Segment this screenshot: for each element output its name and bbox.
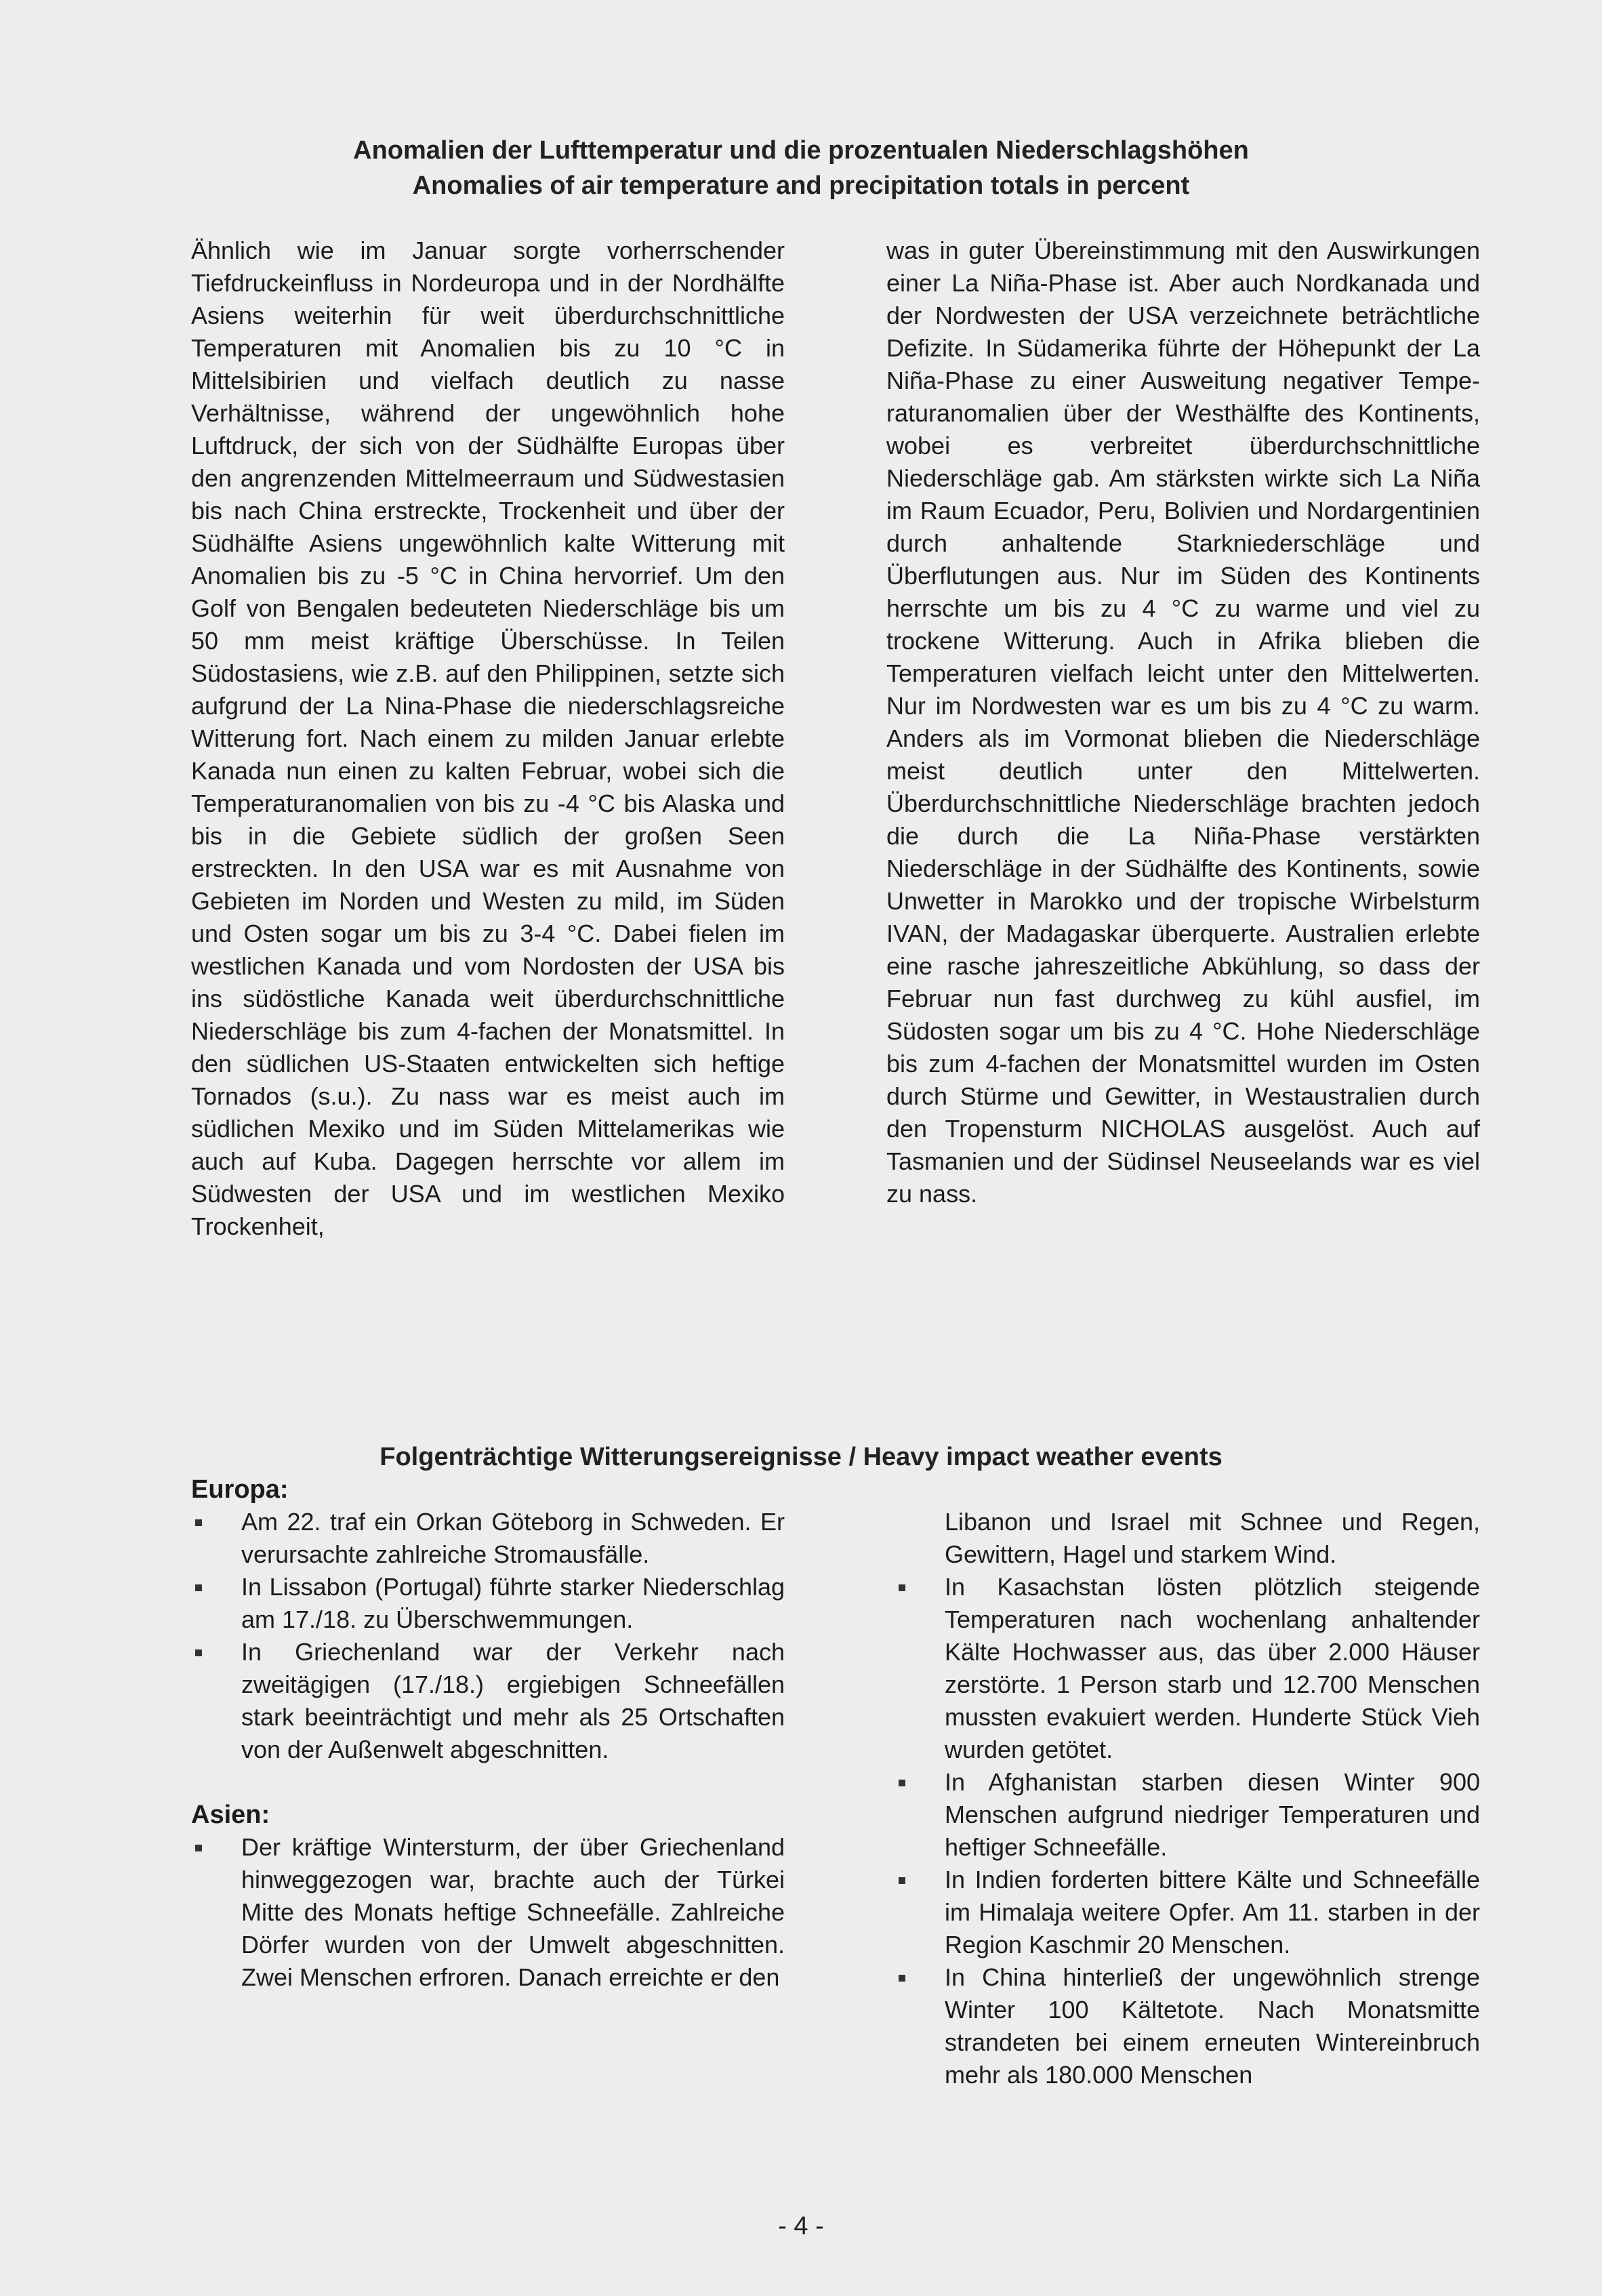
paragraph-right: was in guter Übereinstimmung mit den Auswirkungen einer La Niña-Phase ist. Aber auch Nordkanada und der Nordwesten der USA verzeichnete beträchtliche Defizite. In Südamerika führte der Höhepunkt der La Niña-Phase zu einer Ausweitung negativer Temperaturanomalien über der Westhälfte des Kontinents, wobei es verbreitet überdurchschnittliche Niederschläge gab. Am stärksten wirkte sich La Niña im Raum Ecuador, Peru, Bolivien und Nordargentinien durch anhaltende Starkniederschläge und Überflutungen aus. Nur im Süden des Kontinents herrschte um bis zu 4 °C zu warme und viel zu trockene Witterung. Auch in Afrika blieben die Temperaturen vielfach leicht unter den Mittelwerten. Nur im Nordwesten war es um bis zu 4 °C zu warm. Anders als im Vormonat blieben die Niederschläge meist deutlich unter den Mittelwerten. Überdurchschnittliche Niederschläge brachten jedoch die durch die La Niña-Phase verstärkten Niederschläge in der Südhälfte des Kontinents, sowie Unwetter in Marokko und der tropische Wirbelsturm IVAN, der Madagaskar überquerte. Australien erlebte eine rasche jahreszeitliche Abkühlung, so dass der Februar nun fast durchweg zu kühl ausfiel, im Südosten sogar um bis zu 4 °C. Hohe Niederschläge bis zum 4-fachen der Monatsmittel wurden im Osten durch Stürme und Gewitter, in Westaustralien durch den Tropensturm NICHOLAS ausgelöst. Auch auf Tasmanien und der Südinsel Neuseelands war es viel zu nass. (886, 237, 1480, 1208)
list-item: In Lissabon (Portugal) führte starker Niederschlag am 17./18. zu Überschwemmungen. (191, 1571, 785, 1636)
events-column-left (191, 1473, 785, 1994)
paragraph-left: Ähnlich wie im Januar sorgte vorherrschender Tiefdruckeinfluss in Nordeuropa und in der Nordhälfte Asiens weiterhin für weit überdurchschnittliche Temperaturen mit Anomalien bis zu 10 °C in Mittelsibirien und vielfach deutlich zu nasse Verhältnisse, während der ungewöhnlich hohe Luftdruck, der sich von der Südhälfte Europas über den angrenzenden Mittelmeerraum und Südwestasien bis nach China erstreckte, Trockenheit und über der Südhälfte Asiens ungewöhnlich kalte Witterung mit Anomalien bis zu -5 °C in China hervorrief. Um den Golf von Bengalen bedeuteten Niederschläge bis um 50 mm meist kräftige Überschüsse. In Teilen Südostasiens, wie z.B. auf den Philippinen, setzte sich aufgrund der La Nina-Phase die niederschlagsreiche Witterung fort. Nach einem zu milden Januar erlebte Kanada nun einen zu kalten Februar, wobei sich die Temperaturanomalien von bis zu -4 °C bis Alaska und bis in die Gebiete südlich der großen Seen erstreckten. In den USA war es mit Ausnahme von Gebieten im Norden und Westen zu mild, im Süden und Osten sogar um bis zu 3-4 °C. Dabei fielen im westlichen Kanada und vom Nordosten der USA bis ins südöstliche Kanada weit überdurchschnittliche Niederschläge bis zum 4-fachen der Monatsmittel. In den südlichen US-Staaten entwickelten sich heftige Tornados (s.u.). Zu nass war es meist auch im südlichen Mexiko und im Süden Mittelamerikas wie auch auf Kuba. Dagegen herrschte vor allem im Südwesten der USA und im westlichen Mexiko Trockenheit, (191, 237, 785, 1240)
list-item: In China hinterließ der ungewöhnlich strenge Winter 100 Kältetote. Nach Monatsmitte strandeten bei einem erneuten Wintereinbruch mehr als 180.000 Menschen (895, 1961, 1480, 2091)
list-item: Der kräftige Wintersturm, der über Griechenland hinweggezogen war, brachte auch der Türkei Mitte des Monats heftige Schneefälle. Zahlreiche Dörfer wurden von der Umwelt abgeschnitten. Zwei Menschen erfroren. Danach erreichte er den (191, 1831, 785, 1994)
section-title-de: Anomalien der Lufttemperatur und die prozentualen Niederschlagshöhen (353, 136, 1249, 165)
europa-heading: Europa: (191, 1475, 289, 1504)
asien-list-left (191, 1831, 785, 1994)
text-column-right (886, 234, 1480, 1210)
events-column-right (895, 1506, 1480, 2091)
list-item: Am 22. traf ein Orkan Göteborg in Schweden. Er verursachte zahlreiche Stromausfälle. (191, 1506, 785, 1571)
page-number: - 4 - (778, 2212, 824, 2240)
asien-heading: Asien: (191, 1801, 270, 1829)
list-item: In Kasachstan lösten plötzlich steigende Temperaturen nach wochenlang anhaltender Kälte Hochwasser aus, das über 2.000 Häuser zerstörte. 1 Person starb und 12.700 Menschen mussten evakuiert werden. Hunderte Stück Vieh wurden getötet. (895, 1571, 1480, 1766)
events-title: Folgenträchtige Witterungsereignisse / Heavy impact weather events (379, 1443, 1223, 1471)
list-item: In Griechenland war der Verkehr nach zweitägigen (17./18.) ergiebigen Schneefällen stark beeinträchtigt und mehr als 25 Ortschaften von der Außenwelt abgeschnitten. (191, 1636, 785, 1766)
section-title-en: Anomalies of air temperature and precipitation totals in percent (412, 171, 1190, 200)
list-item-continuation: Libanon und Israel mit Schnee und Regen, Gewittern, Hagel und starkem Wind. (945, 1508, 1480, 1568)
asien-list-right (895, 1571, 1480, 2091)
europa-list (191, 1506, 785, 1766)
list-item: In Indien forderten bittere Kälte und Schneefälle im Himalaja weitere Opfer. Am 11. starben in der Region Kaschmir 20 Menschen. (895, 1864, 1480, 1961)
list-item: In Afghanistan starben diesen Winter 900 Menschen aufgrund niedriger Temperaturen und heftiger Schneefälle. (895, 1766, 1480, 1864)
text-column-left (191, 234, 785, 1243)
